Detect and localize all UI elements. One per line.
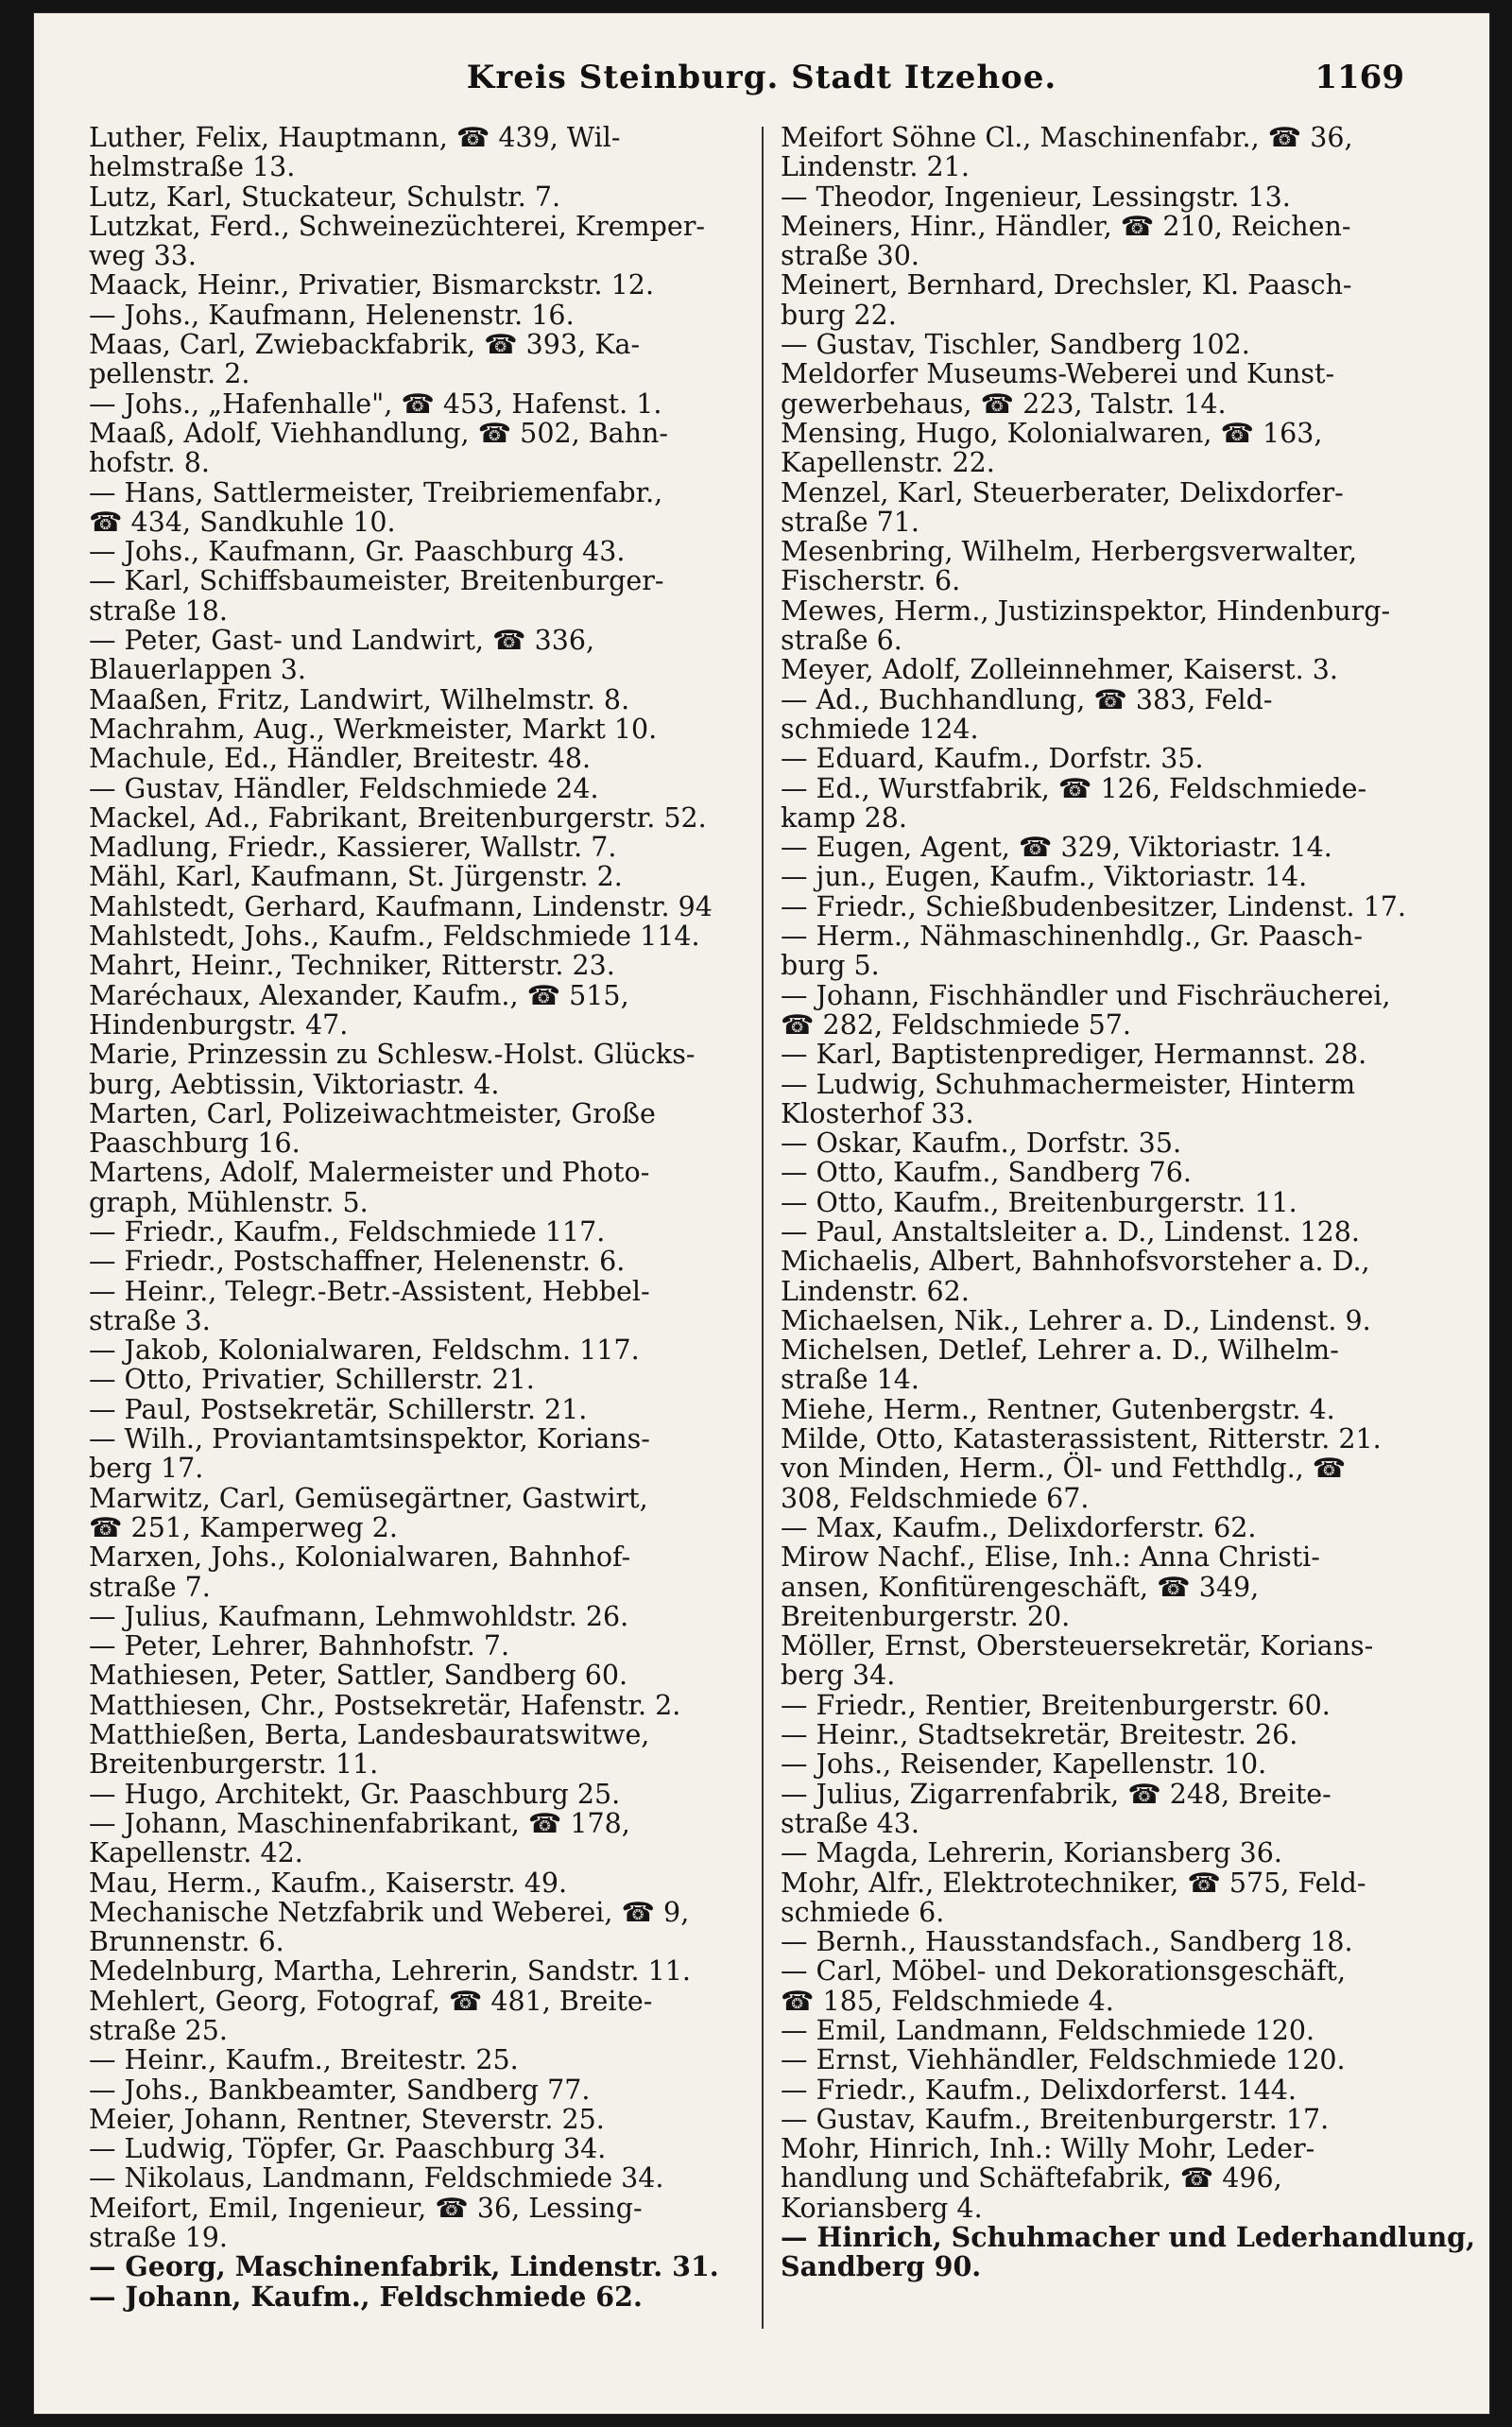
entry-line: — Karl, Schiffsbaumeister, Breitenburger- bbox=[89, 565, 664, 597]
entry-line: Miehe, Herm., Rentner, Gutenbergstr. 4. bbox=[781, 1393, 1335, 1425]
entry-line: Mahlstedt, Johs., Kaufm., Feldschmiede 114. bbox=[89, 921, 700, 953]
entry-line: — Johann, Maschinenfabrikant, ☎ 178, bbox=[89, 1807, 630, 1839]
entry-line: straße 71. bbox=[781, 506, 919, 538]
directory-entry bbox=[89, 2045, 769, 2074]
entry-line: Michaelis, Albert, Bahnhofsvorsteher a. D., bbox=[781, 1246, 1370, 1278]
directory-entry bbox=[781, 892, 1461, 921]
entry-line: — Hugo, Architekt, Gr. Paaschburg 25. bbox=[89, 1778, 621, 1810]
entry-line: — Gustav, Kaufm., Breitenburgerstr. 17. bbox=[781, 2103, 1330, 2135]
entry-line: — Oskar, Kaufm., Dorfstr. 35. bbox=[781, 1127, 1182, 1160]
entry-line: Lindenstr. 21. bbox=[781, 151, 970, 183]
directory-entry bbox=[781, 655, 1461, 684]
entry-line: — Johann, Kaufm., Feldschmiede 62. bbox=[89, 2280, 643, 2313]
entry-line: ☎ 251, Kamperweg 2. bbox=[89, 1511, 398, 1543]
entry-line: Madlung, Friedr., Kassierer, Wallstr. 7. bbox=[89, 832, 617, 864]
entry-line: Mechanische Netzfabrik und Weberei, ☎ 9, bbox=[89, 1896, 690, 1928]
directory-entry bbox=[781, 1631, 1461, 1691]
directory-entry bbox=[781, 1956, 1461, 2016]
entry-line: Menzel, Karl, Steuerberater, Delixdorfer- bbox=[781, 476, 1344, 508]
directory-entry bbox=[89, 1424, 769, 1484]
entry-line: Meier, Johann, Rentner, Steverstr. 25. bbox=[89, 2103, 605, 2135]
left-column bbox=[89, 123, 769, 2312]
directory-entry bbox=[781, 2105, 1461, 2134]
directory-entry bbox=[89, 862, 769, 891]
entry-line: Mohr, Hinrich, Inh.: Willy Mohr, Leder- bbox=[781, 2133, 1315, 2165]
directory-entry bbox=[781, 1838, 1461, 1868]
entry-line: Koriansberg 4. bbox=[781, 2192, 983, 2224]
directory-entry bbox=[89, 1898, 769, 1957]
directory-entry bbox=[781, 537, 1461, 596]
directory-entry bbox=[89, 1335, 769, 1365]
entry-line: — Julius, Zigarrenfabrik, ☎ 248, Breite- bbox=[781, 1778, 1332, 1810]
directory-entry bbox=[89, 1868, 769, 1898]
directory-entry bbox=[89, 1661, 769, 1690]
directory-entry bbox=[89, 1631, 769, 1661]
entry-line: — Jakob, Kolonialwaren, Feldschm. 117. bbox=[89, 1334, 640, 1367]
entry-line: straße 18. bbox=[89, 594, 228, 627]
entry-line: — Wilh., Proviantamtsinspektor, Korians- bbox=[89, 1423, 650, 1455]
entry-line: Mackel, Ad., Fabrikant, Breitenburgerstr. 52. bbox=[89, 801, 707, 834]
entry-line: graph, Mühlenstr. 5. bbox=[89, 1186, 369, 1218]
page-header bbox=[34, 51, 1489, 98]
entry-line: — Johann, Fischhändler und Fischräucherei, bbox=[781, 979, 1391, 1011]
entry-line: Mathiesen, Peter, Sattler, Sandberg 60. bbox=[89, 1660, 628, 1692]
entry-line: Meiners, Hinr., Händler, ☎ 210, Reichen- bbox=[781, 210, 1351, 242]
entry-line: straße 3. bbox=[89, 1304, 211, 1336]
entry-line: Lindenstr. 62. bbox=[781, 1275, 970, 1307]
directory-entry bbox=[89, 537, 769, 566]
directory-entry bbox=[89, 1780, 769, 1809]
directory-entry bbox=[89, 2105, 769, 2134]
directory-entry bbox=[781, 1128, 1461, 1158]
directory-entry bbox=[89, 389, 769, 419]
directory-entry bbox=[781, 774, 1461, 834]
directory-entry bbox=[89, 685, 769, 714]
directory-entry bbox=[89, 2163, 769, 2193]
entry-line: hofstr. 8. bbox=[89, 447, 210, 479]
directory-entry bbox=[781, 862, 1461, 891]
directory-entry bbox=[89, 1602, 769, 1631]
directory-entry bbox=[89, 1956, 769, 1986]
directory-entry bbox=[89, 1395, 769, 1424]
entry-line: — Johs., Kaufmann, Gr. Paaschburg 43. bbox=[89, 536, 626, 568]
column-divider bbox=[762, 127, 764, 2329]
directory-entry bbox=[781, 1513, 1461, 1542]
directory-entry bbox=[89, 301, 769, 330]
entry-line: — Bernh., Hausstandsfach., Sandberg 18. bbox=[781, 1926, 1353, 1958]
entry-line: Breitenburgerstr. 11. bbox=[89, 1748, 379, 1781]
directory-entry bbox=[781, 981, 1461, 1041]
directory-entry bbox=[781, 2134, 1461, 2223]
entry-line: straße 7. bbox=[89, 1571, 211, 1603]
directory-entry bbox=[781, 833, 1461, 862]
directory-entry bbox=[89, 833, 769, 862]
entry-line: Maas, Carl, Zwiebackfabrik, ☎ 393, Ka- bbox=[89, 329, 641, 361]
directory-entry bbox=[89, 182, 769, 212]
entry-line: Mohr, Alfr., Elektrotechniker, ☎ 575, Feld- bbox=[781, 1867, 1366, 1899]
entry-line: schmiede 6. bbox=[781, 1896, 945, 1928]
entry-line: weg 33. bbox=[89, 240, 197, 272]
entry-line: Meifort, Emil, Ingenieur, ☎ 36, Lessing- bbox=[89, 2192, 643, 2224]
entry-line: Fischerstr. 6. bbox=[781, 565, 961, 597]
entry-line: Mähl, Karl, Kaufmann, St. Jürgenstr. 2. bbox=[89, 861, 623, 893]
entry-line: — Paul, Anstaltsleiter a. D., Lindenst. 128. bbox=[781, 1215, 1360, 1248]
directory-entry bbox=[781, 1395, 1461, 1424]
entry-line: Martens, Adolf, Malermeister und Photo- bbox=[89, 1157, 650, 1189]
entry-line: Kapellenstr. 22. bbox=[781, 447, 995, 479]
entry-line: — Nikolaus, Landmann, Feldschmiede 34. bbox=[89, 2162, 664, 2195]
entry-line: straße 43. bbox=[781, 1807, 919, 1839]
entry-line: — Karl, Baptistenprediger, Hermannst. 28. bbox=[781, 1039, 1367, 1071]
directory-entry bbox=[89, 892, 769, 921]
entry-line: Meyer, Adolf, Zolleinnehmer, Kaiserst. 3. bbox=[781, 654, 1338, 686]
entry-line: ☎ 434, Sandkuhle 10. bbox=[89, 506, 396, 538]
entry-line: Michelsen, Detlef, Lehrer a. D., Wilhelm- bbox=[781, 1334, 1339, 1367]
entry-line: helmstraße 13. bbox=[89, 151, 296, 183]
entry-line: — Eugen, Agent, ☎ 329, Viktoriastr. 14. bbox=[781, 832, 1332, 864]
entry-line: — Gustav, Händler, Feldschmiede 24. bbox=[89, 772, 599, 804]
directory-entry bbox=[781, 1424, 1461, 1454]
directory-entry bbox=[89, 626, 769, 685]
directory-entry bbox=[781, 2075, 1461, 2105]
entry-line: — Magda, Lehrerin, Koriansberg 36. bbox=[781, 1837, 1282, 1869]
entry-line: Maaßen, Fritz, Landwirt, Wilhelmstr. 8. bbox=[89, 683, 630, 715]
entry-line: — Johs., „Hafenhalle", ☎ 453, Hafenst. 1. bbox=[89, 387, 662, 420]
directory-entry bbox=[89, 2252, 769, 2281]
directory-entry bbox=[781, 1070, 1461, 1129]
entry-line: handlung und Schäftefabrik, ☎ 496, bbox=[781, 2162, 1282, 2195]
directory-entry bbox=[89, 2134, 769, 2163]
directory-entry bbox=[89, 981, 769, 1041]
scan-edge bbox=[0, 0, 34, 2427]
entry-line: — Heinr., Telegr.-Betr.-Assistent, Hebbel- bbox=[89, 1275, 650, 1307]
entry-line: straße 14. bbox=[781, 1364, 919, 1396]
entry-line: 308, Feldschmiede 67. bbox=[781, 1482, 1090, 1514]
entry-line: Brunnenstr. 6. bbox=[89, 1926, 284, 1958]
directory-entry bbox=[89, 1484, 769, 1543]
directory-entry bbox=[89, 270, 769, 300]
directory-entry bbox=[89, 419, 769, 478]
directory-entry bbox=[781, 1335, 1461, 1395]
entry-line: — Otto, Kaufm., Sandberg 76. bbox=[781, 1157, 1192, 1189]
entry-line: — Johs., Bankbeamter, Sandberg 77. bbox=[89, 2074, 591, 2106]
entry-line: burg 5. bbox=[781, 950, 880, 982]
directory-entry bbox=[781, 1158, 1461, 1187]
entry-line: Sandberg 90. bbox=[781, 2250, 982, 2283]
entry-line: burg 22. bbox=[781, 299, 897, 331]
entry-line: — Johs., Reisender, Kapellenstr. 10. bbox=[781, 1748, 1267, 1781]
directory-entry bbox=[781, 596, 1461, 656]
entry-line: — Carl, Möbel- und Dekorationsgeschäft, bbox=[781, 1955, 1347, 1988]
entry-line: — Ernst, Viehhändler, Feldschmiede 120. bbox=[781, 2044, 1346, 2076]
directory-entry bbox=[89, 330, 769, 389]
directory-entry bbox=[89, 744, 769, 773]
directory-entry bbox=[89, 1277, 769, 1336]
entry-line: — Ad., Buchhandlung, ☎ 383, Feld- bbox=[781, 683, 1273, 715]
entry-line: Meinert, Bernhard, Drechsler, Kl. Paasch- bbox=[781, 269, 1352, 301]
entry-line: — Otto, Privatier, Schillerstr. 21. bbox=[89, 1364, 535, 1396]
entry-line: — Peter, Lehrer, Bahnhofstr. 7. bbox=[89, 1630, 510, 1662]
entry-line: von Minden, Herm., Öl- und Fetthdlg., ☎ bbox=[781, 1453, 1347, 1485]
directory-entry bbox=[781, 182, 1461, 212]
directory-entry bbox=[781, 1040, 1461, 1069]
entry-line: — Ludwig, Töpfer, Gr. Paaschburg 34. bbox=[89, 2133, 607, 2165]
directory-entry bbox=[89, 921, 769, 951]
entry-line: Marwitz, Carl, Gemüsegärtner, Gastwirt, bbox=[89, 1482, 648, 1514]
directory-entry bbox=[89, 1987, 769, 2046]
directory-page bbox=[34, 13, 1489, 2414]
entry-line: Mahrt, Heinr., Techniker, Ritterstr. 23. bbox=[89, 950, 615, 982]
entry-line: Lutzkat, Ferd., Schweinezüchterei, Kremper- bbox=[89, 210, 706, 242]
entry-line: Luther, Felix, Hauptmann, ☎ 439, Wil- bbox=[89, 122, 621, 153]
directory-entry bbox=[89, 1365, 769, 1394]
entry-line: Mewes, Herm., Justizinspektor, Hindenburg- bbox=[781, 594, 1391, 627]
entry-line: — Heinr., Stadtsekretär, Breitestr. 26. bbox=[781, 1719, 1298, 1751]
directory-entry bbox=[781, 1454, 1461, 1513]
directory-entry bbox=[89, 2075, 769, 2105]
directory-entry bbox=[781, 1188, 1461, 1217]
entry-line: Marie, Prinzessin zu Schlesw.-Holst. Glücks- bbox=[89, 1039, 696, 1071]
entry-line: Mahlstedt, Gerhard, Kaufmann, Lindenstr. 94 bbox=[89, 890, 713, 922]
directory-entry bbox=[781, 478, 1461, 538]
page-number: 1169 bbox=[1314, 59, 1404, 96]
directory-entry bbox=[89, 774, 769, 803]
directory-entry bbox=[89, 1158, 769, 1217]
directory-entry bbox=[781, 1868, 1461, 1928]
directory-entry bbox=[89, 123, 769, 182]
directory-entry bbox=[89, 1691, 769, 1720]
directory-entry bbox=[781, 685, 1461, 745]
directory-entry bbox=[781, 419, 1461, 478]
entry-line: — Johs., Kaufmann, Helenenstr. 16. bbox=[89, 299, 575, 331]
entry-line: — Otto, Kaufm., Breitenburgerstr. 11. bbox=[781, 1186, 1297, 1218]
directory-entry bbox=[781, 330, 1461, 359]
entry-line: straße 25. bbox=[89, 2015, 228, 2046]
entry-line: schmiede 124. bbox=[781, 713, 979, 745]
entry-line: — Heinr., Kaufm., Breitestr. 25. bbox=[89, 2044, 519, 2076]
entry-line: Meldorfer Museums-Weberei und Kunst- bbox=[781, 358, 1335, 390]
directory-entry bbox=[781, 1749, 1461, 1779]
directory-entry bbox=[89, 1099, 769, 1159]
entry-line: straße 19. bbox=[89, 2222, 228, 2254]
directory-entry bbox=[781, 123, 1461, 182]
entry-line: Matthiesen, Chr., Postsekretär, Hafenstr. 2. bbox=[89, 1689, 681, 1721]
entry-line: — Ed., Wurstfabrik, ☎ 126, Feldschmiede- bbox=[781, 772, 1367, 804]
directory-entry bbox=[89, 1542, 769, 1602]
directory-entry bbox=[781, 921, 1461, 981]
entry-line: Breitenburgerstr. 20. bbox=[781, 1600, 1071, 1632]
entry-line: Matthießen, Berta, Landesbauratswitwe, bbox=[89, 1719, 650, 1751]
entry-line: — Hans, Sattlermeister, Treibriemenfabr., bbox=[89, 476, 663, 508]
entry-line: Michaelsen, Nik., Lehrer a. D., Lindenst. 9. bbox=[781, 1304, 1371, 1336]
entry-line: — Gustav, Tischler, Sandberg 102. bbox=[781, 329, 1250, 361]
entry-line: Mehlert, Georg, Fotograf, ☎ 481, Breite- bbox=[89, 1985, 653, 2017]
entry-line: Mirow Nachf., Elise, Inh.: Anna Christi- bbox=[781, 1541, 1320, 1574]
entry-line: Mau, Herm., Kaufm., Kaiserstr. 49. bbox=[89, 1867, 568, 1899]
directory-entry bbox=[89, 212, 769, 271]
directory-entry bbox=[781, 1780, 1461, 1839]
entry-line: kamp 28. bbox=[781, 801, 907, 834]
directory-entry bbox=[781, 1217, 1461, 1247]
entry-line: — Friedr., Postschaffner, Helenenstr. 6. bbox=[89, 1246, 626, 1278]
entry-line: — Max, Kaufm., Delixdorferstr. 62. bbox=[781, 1511, 1257, 1543]
entry-line: berg 34. bbox=[781, 1660, 896, 1692]
entry-line: ☎ 185, Feldschmiede 4. bbox=[781, 1985, 1114, 2017]
directory-entry bbox=[781, 1720, 1461, 1749]
entry-line: Möller, Ernst, Obersteuersekretär, Korians- bbox=[781, 1630, 1374, 1662]
entry-line: straße 6. bbox=[781, 625, 902, 657]
directory-entry bbox=[89, 1247, 769, 1276]
directory-entry bbox=[89, 2282, 769, 2312]
entry-line: straße 30. bbox=[781, 240, 919, 272]
directory-entry bbox=[89, 2194, 769, 2253]
entry-line: Mesenbring, Wilhelm, Herbergsverwalter, bbox=[781, 536, 1358, 568]
entry-line: Medelnburg, Martha, Lehrerin, Sandstr. 11. bbox=[89, 1955, 691, 1988]
entry-line: berg 17. bbox=[89, 1453, 204, 1485]
entry-line: — Friedr., Rentier, Breitenburgerstr. 60. bbox=[781, 1689, 1331, 1721]
directory-entry bbox=[89, 714, 769, 744]
entry-line: Hindenburgstr. 47. bbox=[89, 1008, 349, 1041]
directory-entry bbox=[781, 2045, 1461, 2074]
entry-line: Milde, Otto, Katasterassistent, Ritterstr. 21. bbox=[781, 1423, 1382, 1455]
entry-line: burg, Aebtissin, Viktoriastr. 4. bbox=[89, 1068, 500, 1100]
entry-line: — Hinrich, Schuhmacher und Lederhandlung, bbox=[781, 2221, 1476, 2254]
directory-entry bbox=[89, 1809, 769, 1868]
entry-line: pellenstr. 2. bbox=[89, 358, 250, 390]
directory-entry bbox=[89, 803, 769, 833]
entry-line: Maaß, Adolf, Viehhandlung, ☎ 502, Bahn- bbox=[89, 417, 668, 449]
directory-entry bbox=[781, 1927, 1461, 1956]
entry-line: — jun., Eugen, Kaufm., Viktoriastr. 14. bbox=[781, 861, 1308, 893]
entry-line: Machule, Ed., Händler, Breitestr. 48. bbox=[89, 743, 592, 775]
entry-line: — Emil, Landmann, Feldschmiede 120. bbox=[781, 2015, 1315, 2046]
page-title: Kreis Steinburg. Stadt Itzehoe. bbox=[466, 59, 1057, 96]
entry-line: Lutz, Karl, Stuckateur, Schulstr. 7. bbox=[89, 181, 561, 213]
directory-entry bbox=[781, 744, 1461, 773]
entry-line: Maack, Heinr., Privatier, Bismarckstr. 12. bbox=[89, 269, 654, 301]
entry-line: — Theodor, Ingenieur, Lessingstr. 13. bbox=[781, 181, 1291, 213]
entry-line: Marxen, Johs., Kolonialwaren, Bahnhof- bbox=[89, 1541, 631, 1574]
directory-entry bbox=[781, 359, 1461, 419]
directory-entry bbox=[89, 951, 769, 980]
directory-entry bbox=[89, 1720, 769, 1780]
directory-entry bbox=[781, 270, 1461, 330]
directory-entry bbox=[781, 2221, 1476, 2283]
directory-entry bbox=[89, 566, 769, 626]
entry-line: Marten, Carl, Polizeiwachtmeister, Große bbox=[89, 1097, 656, 1129]
directory-entry bbox=[89, 1040, 769, 1099]
directory-entry bbox=[89, 478, 769, 538]
entry-line: — Paul, Postsekretär, Schillerstr. 21. bbox=[89, 1393, 588, 1425]
directory-entry bbox=[89, 1217, 769, 1247]
entry-line: — Georg, Maschinenfabrik, Lindenstr. 31. bbox=[89, 2250, 719, 2283]
entry-line: ☎ 282, Feldschmiede 57. bbox=[781, 1008, 1131, 1041]
directory-entry bbox=[781, 1306, 1461, 1335]
entry-line: Mensing, Hugo, Kolonialwaren, ☎ 163, bbox=[781, 417, 1323, 449]
directory-entry bbox=[781, 1542, 1461, 1631]
directory-entry bbox=[781, 1691, 1461, 1720]
directory-entry bbox=[781, 212, 1461, 271]
entry-line: — Friedr., Kaufm., Delixdorferst. 144. bbox=[781, 2074, 1297, 2106]
entry-line: Blauerlappen 3. bbox=[89, 654, 306, 686]
entry-line: — Ludwig, Schuhmachermeister, Hinterm bbox=[781, 1068, 1356, 1100]
entry-line: — Julius, Kaufmann, Lehmwohldstr. 26. bbox=[89, 1600, 629, 1632]
entry-line: ansen, Konfitürengeschäft, ☎ 349, bbox=[781, 1571, 1260, 1603]
entry-line: Meifort Söhne Cl., Maschinenfabr., ☎ 36, bbox=[781, 122, 1353, 153]
entry-line: Paaschburg 16. bbox=[89, 1127, 301, 1160]
right-column bbox=[781, 122, 1476, 2283]
entry-line: — Peter, Gast- und Landwirt, ☎ 336, bbox=[89, 625, 595, 657]
entry-line: Maréchaux, Alexander, Kaufm., ☎ 515, bbox=[89, 979, 629, 1011]
directory-entry bbox=[781, 1247, 1461, 1306]
entry-line: Kapellenstr. 42. bbox=[89, 1837, 303, 1869]
entry-line: — Herm., Nähmaschinenhdlg., Gr. Paasch- bbox=[781, 921, 1364, 953]
entry-line: Klosterhof 33. bbox=[781, 1097, 974, 1129]
entry-line: Machrahm, Aug., Werkmeister, Markt 10. bbox=[89, 713, 658, 745]
entry-line: — Eduard, Kaufm., Dorfstr. 35. bbox=[781, 743, 1204, 775]
entry-line: — Friedr., Kaufm., Feldschmiede 117. bbox=[89, 1215, 606, 1248]
directory-entry bbox=[781, 2016, 1461, 2045]
entry-line: — Friedr., Schießbudenbesitzer, Lindenst. 17. bbox=[781, 890, 1406, 922]
entry-line: gewerbehaus, ☎ 223, Talstr. 14. bbox=[781, 387, 1227, 420]
